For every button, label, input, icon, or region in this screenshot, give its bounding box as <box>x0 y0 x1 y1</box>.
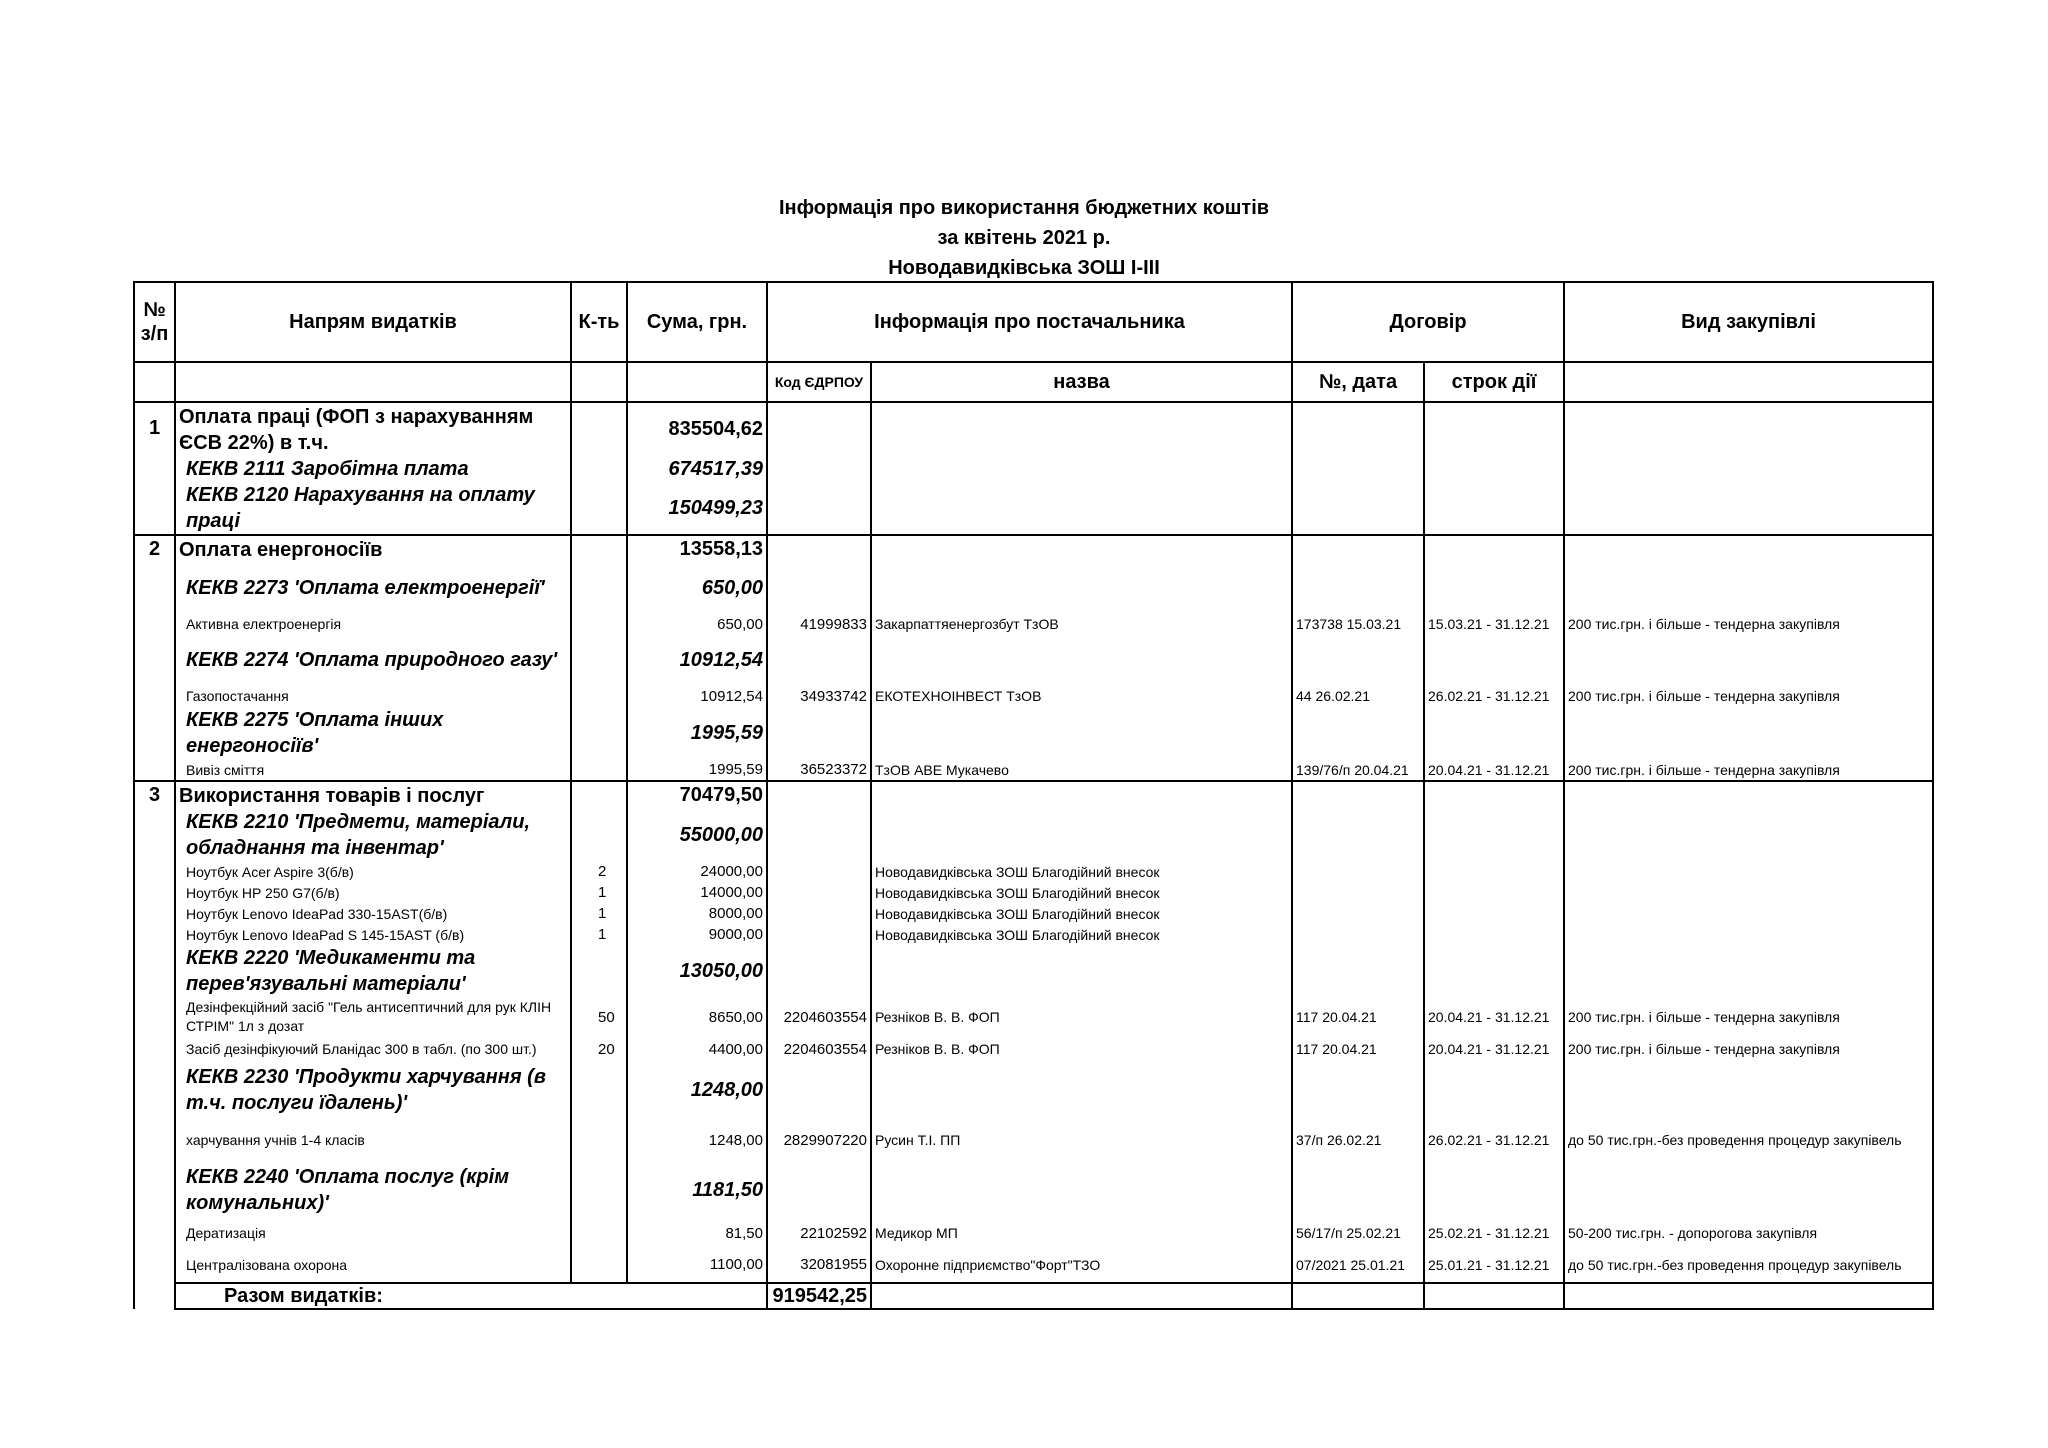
item-supplier: Охоронне підприємство"Форт"ТЗО <box>871 1247 1292 1283</box>
item-sum: 14000,00 <box>627 882 767 903</box>
item-sum: 1248,00 <box>627 1119 767 1161</box>
table-row <box>134 1219 1933 1247</box>
header-row-2 <box>134 362 1933 402</box>
table-row <box>134 1119 1933 1161</box>
item-supplier: Резніков В. В. ФОП <box>871 997 1292 1037</box>
table-row <box>134 563 1933 613</box>
item-qty: 1 <box>571 924 627 945</box>
table-row <box>134 1247 1933 1283</box>
table-row <box>134 635 1933 685</box>
table-row <box>134 861 1933 882</box>
section-number: 3 <box>134 781 175 1309</box>
item-contract: 139/76/п 20.04.21 <box>1292 759 1424 781</box>
table-row <box>134 924 1933 945</box>
section-sum: 13558,13 <box>627 535 767 563</box>
item-code: 22102592 <box>767 1219 871 1247</box>
item-contract: 44 26.02.21 <box>1292 685 1424 707</box>
item-procurement: 200 тис.грн. і більше - тендерна закупівля <box>1564 1037 1933 1061</box>
title-line-2: за квітень 2021 р. <box>937 227 1111 249</box>
table-row <box>134 1161 1933 1219</box>
header-direction: Напрям видатків <box>175 282 571 362</box>
item-sum: 8000,00 <box>627 903 767 924</box>
kekv-title: КЕКВ 2120 Нарахування на оплату праці <box>175 482 571 535</box>
header-contract: Договір <box>1292 282 1564 362</box>
section-sum: 835504,62 <box>627 402 767 456</box>
kekv-sum: 55000,00 <box>627 809 767 861</box>
header-qty: К-ть <box>571 282 627 362</box>
item-term: 25.01.21 - 31.12.21 <box>1424 1247 1564 1283</box>
kekv-title: КЕКВ 2275 'Оплата інших енергоносіїв' <box>175 707 571 759</box>
item-term: 20.04.21 - 31.12.21 <box>1424 1037 1564 1061</box>
item-sum: 81,50 <box>627 1219 767 1247</box>
item-qty: 50 <box>571 997 627 1037</box>
item-name: Дератизація <box>175 1219 571 1247</box>
title-line-3: Новодавидківська ЗОШ І-ІІІ <box>888 257 1160 279</box>
table-row <box>134 402 1933 456</box>
item-code: 36523372 <box>767 759 871 781</box>
item-name: Ноутбук Lenovo IdeaPad S 145-15AST (б/в) <box>175 924 571 945</box>
table-row <box>134 903 1933 924</box>
section-title: Використання товарів і послуг <box>175 781 571 809</box>
item-sum: 10912,54 <box>627 685 767 707</box>
header-contract-num: №, дата <box>1292 362 1424 402</box>
item-term: 20.04.21 - 31.12.21 <box>1424 997 1564 1037</box>
item-term: 15.03.21 - 31.12.21 <box>1424 613 1564 635</box>
header-procurement: Вид закупівлі <box>1564 282 1933 362</box>
table-row <box>134 535 1933 563</box>
item-procurement: 50-200 тис.грн. - допорогова закупівля <box>1564 1219 1933 1247</box>
table-row <box>134 997 1933 1037</box>
section-sum: 70479,50 <box>627 781 767 809</box>
item-supplier: Резніков В. В. ФОП <box>871 1037 1292 1061</box>
header-row-1 <box>134 282 1933 362</box>
item-code: 34933742 <box>767 685 871 707</box>
item-contract: 56/17/п 25.02.21 <box>1292 1219 1424 1247</box>
table-row <box>134 882 1933 903</box>
section-title: Оплата праці (ФОП з нарахуванням ЄСВ 22%) в т.ч. <box>175 402 571 456</box>
header-sum: Сума, грн. <box>627 282 767 362</box>
kekv-title: КЕКВ 2220 'Медикаменти та перев'язувальні матеріали' <box>175 945 571 997</box>
kekv-title: КЕКВ 2274 'Оплата природного газу' <box>175 635 571 685</box>
item-code: 2204603554 <box>767 1037 871 1061</box>
section-number: 2 <box>134 535 175 781</box>
item-procurement: 200 тис.грн. і більше - тендерна закупівля <box>1564 613 1933 635</box>
kekv-sum: 674517,39 <box>627 456 767 482</box>
table-row <box>134 456 1933 482</box>
item-supplier: Русин Т.І. ПП <box>871 1119 1292 1161</box>
header-contract-term: строк дії <box>1424 362 1564 402</box>
kekv-title: КЕКВ 2273 'Оплата електроенергії' <box>175 563 571 613</box>
section-number: 1 <box>134 402 175 535</box>
kekv-title: КЕКВ 2111 Заробітна плата <box>175 456 571 482</box>
item-contract: 117 20.04.21 <box>1292 997 1424 1037</box>
item-supplier: Новодавидківська ЗОШ Благодійний внесок <box>871 861 1292 882</box>
item-name: Ноутбук Lenovo IdeaPad 330-15AST(б/в) <box>175 903 571 924</box>
kekv-title: КЕКВ 2240 'Оплата послуг (крім комунальних)' <box>175 1161 571 1219</box>
item-supplier: ЕКОТЕХНОІНВЕСТ ТзОВ <box>871 685 1292 707</box>
kekv-title: КЕКВ 2210 'Предмети, матеріали, обладнання та інвентар' <box>175 809 571 861</box>
item-sum: 9000,00 <box>627 924 767 945</box>
item-qty: 2 <box>571 861 627 882</box>
table-row <box>134 759 1933 781</box>
item-code: 2204603554 <box>767 997 871 1037</box>
item-name: харчування учнів 1-4 класів <box>175 1119 571 1161</box>
kekv-sum: 1181,50 <box>627 1161 767 1219</box>
item-name: Дезінфекційний засіб "Гель антисептичний для рук КЛІН СТРІМ" 1л з дозат <box>175 997 571 1037</box>
item-code: 2829907220 <box>767 1119 871 1161</box>
kekv-sum: 13050,00 <box>627 945 767 997</box>
item-procurement: 200 тис.грн. і більше - тендерна закупівля <box>1564 759 1933 781</box>
item-procurement: до 50 тис.грн.-без проведення процедур закупівель <box>1564 1247 1933 1283</box>
document-title <box>0 193 2048 283</box>
item-qty: 20 <box>571 1037 627 1061</box>
item-supplier: Новодавидківська ЗОШ Благодійний внесок <box>871 882 1292 903</box>
table-row <box>134 685 1933 707</box>
total-sum: 919542,25 <box>767 1283 871 1309</box>
item-sum: 24000,00 <box>627 861 767 882</box>
item-supplier: ТзОВ АВЕ Мукачево <box>871 759 1292 781</box>
item-qty: 1 <box>571 903 627 924</box>
item-name: Централізована охорона <box>175 1247 571 1283</box>
kekv-sum: 150499,23 <box>627 482 767 535</box>
section-title: Оплата енергоносіїв <box>175 535 571 563</box>
item-name: Газопостачання <box>175 685 571 707</box>
item-term: 25.02.21 - 31.12.21 <box>1424 1219 1564 1247</box>
item-procurement: 200 тис.грн. і більше - тендерна закупівля <box>1564 685 1933 707</box>
item-contract: 07/2021 25.01.21 <box>1292 1247 1424 1283</box>
header-name: назва <box>871 362 1292 402</box>
item-sum: 4400,00 <box>627 1037 767 1061</box>
item-term: 26.02.21 - 31.12.21 <box>1424 685 1564 707</box>
item-name: Вивіз сміття <box>175 759 571 781</box>
kekv-sum: 1995,59 <box>627 707 767 759</box>
header-edrpou: Код ЄДРПОУ <box>767 362 871 402</box>
table-row <box>134 1037 1933 1061</box>
item-name: Активна електроенергія <box>175 613 571 635</box>
item-name: Ноутбук Acer Aspire 3(б/в) <box>175 861 571 882</box>
item-sum: 650,00 <box>627 613 767 635</box>
total-label: Разом видатків: <box>175 1283 767 1309</box>
table-row <box>134 707 1933 759</box>
table-row <box>134 613 1933 635</box>
table-row <box>134 1061 1933 1119</box>
item-sum: 1995,59 <box>627 759 767 781</box>
kekv-sum: 1248,00 <box>627 1061 767 1119</box>
table-row <box>134 945 1933 997</box>
item-supplier: Новодавидківська ЗОШ Благодійний внесок <box>871 903 1292 924</box>
table-row <box>134 781 1933 809</box>
item-code: 41999833 <box>767 613 871 635</box>
kekv-sum: 10912,54 <box>627 635 767 685</box>
item-contract: 117 20.04.21 <box>1292 1037 1424 1061</box>
item-supplier: Медикор МП <box>871 1219 1292 1247</box>
table-row <box>134 482 1933 535</box>
title-line-1: Інформація про використання бюджетних коштів <box>778 197 1270 219</box>
budget-table <box>133 281 1934 1310</box>
item-term: 26.02.21 - 31.12.21 <box>1424 1119 1564 1161</box>
header-supplier-info: Інформація про постачальника <box>767 282 1292 362</box>
item-supplier: Закарпаттяенергозбут ТзОВ <box>871 613 1292 635</box>
item-procurement: 200 тис.грн. і більше - тендерна закупівля <box>1564 997 1933 1037</box>
item-qty: 1 <box>571 882 627 903</box>
kekv-sum: 650,00 <box>627 563 767 613</box>
total-row <box>134 1283 1933 1309</box>
item-term: 20.04.21 - 31.12.21 <box>1424 759 1564 781</box>
item-contract: 37/п 26.02.21 <box>1292 1119 1424 1161</box>
item-procurement: до 50 тис.грн.-без проведення процедур закупівель <box>1564 1119 1933 1161</box>
header-num: № з/п <box>134 282 175 362</box>
item-supplier: Новодавидківська ЗОШ Благодійний внесок <box>871 924 1292 945</box>
item-code: 32081955 <box>767 1247 871 1283</box>
item-contract: 173738 15.03.21 <box>1292 613 1424 635</box>
item-name: Ноутбук HP 250 G7(б/в) <box>175 882 571 903</box>
table-row <box>134 809 1933 861</box>
item-sum: 1100,00 <box>627 1247 767 1283</box>
item-sum: 8650,00 <box>627 997 767 1037</box>
item-name: Засіб дезінфікуючий Бланідас 300 в табл. (по 300 шт.) <box>175 1037 571 1061</box>
kekv-title: КЕКВ 2230 'Продукти харчування (в т.ч. послуги їдалень)' <box>175 1061 571 1119</box>
